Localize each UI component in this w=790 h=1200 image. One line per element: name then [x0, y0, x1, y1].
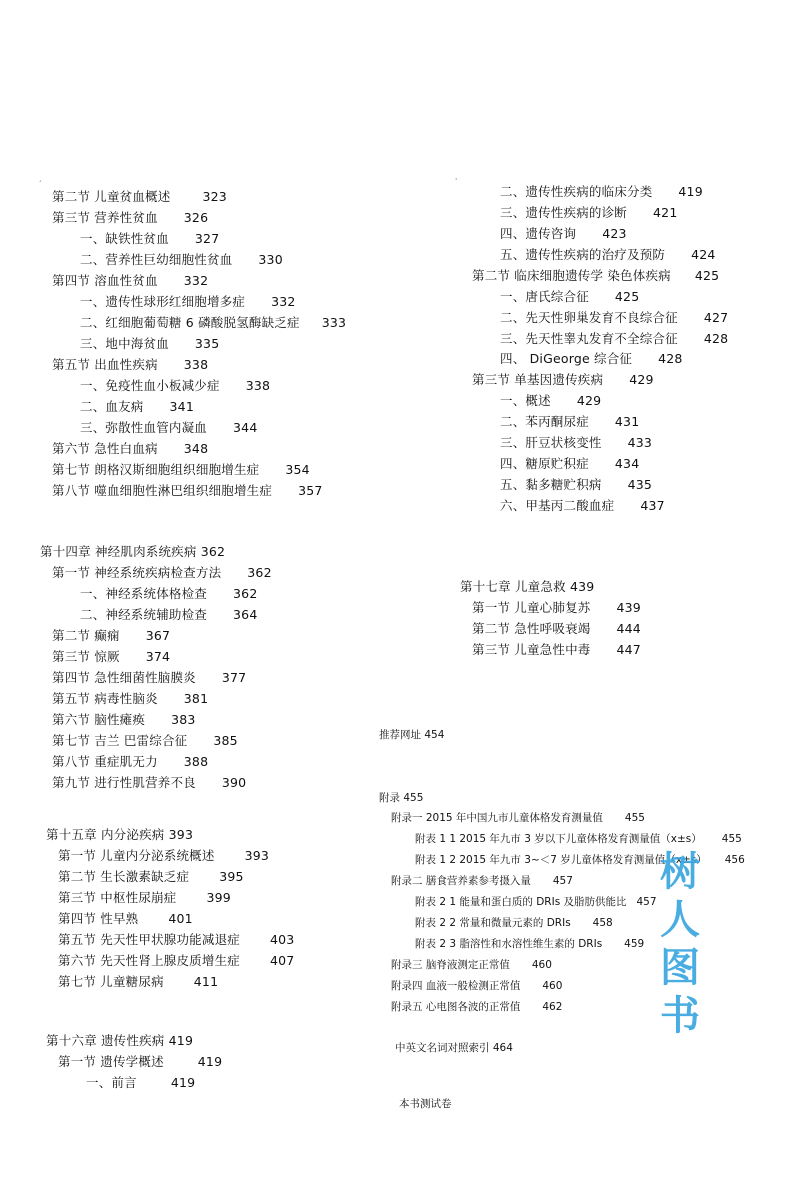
toc-entry: 二、遗传性疾病的临床分类 419	[500, 184, 703, 199]
toc-entry: 第六节 急性白血病 348	[52, 441, 209, 456]
toc-chapter: 本书测试卷	[399, 1098, 452, 1110]
toc-entry: 二、红细胞葡萄糖 6 磷酸脱氢酶缺乏症 333	[80, 315, 347, 330]
watermark-char: 树	[660, 849, 700, 895]
toc-entry: 第七节 朗格汉斯细胞组织细胞增生症 354	[52, 462, 310, 477]
toc-entry: 第五节 出血性疾病 338	[52, 357, 209, 372]
toc-entry: 第三节 营养性贫血 326	[52, 210, 209, 225]
toc-entry: 第六节 先天性肾上腺皮质增生症 407	[58, 953, 295, 968]
toc-entry: 第五节 先天性甲状腺功能减退症 403	[58, 932, 295, 947]
toc-entry: 二、营养性巨幼细胞性贫血 330	[80, 252, 283, 267]
toc-entry: 一、免疫性血小板减少症 338	[80, 378, 271, 393]
toc-entry: 四、糖原贮积症 434	[500, 456, 640, 471]
toc-entry: 三、弥散性血管内凝血 344	[80, 420, 258, 435]
watermark-char: 人	[660, 897, 700, 943]
toc-entry: 附表 1 2 2015 年九市 3~＜7 岁儿童体格发育测量值（x±s） 456	[415, 854, 745, 866]
toc-entry: 第八节 噬血细胞性淋巴组织细胞增生症 357	[52, 483, 323, 498]
toc-entry: 附表 2 2 常量和微量元素的 DRIs 458	[415, 917, 613, 929]
toc-entry: 二、血友病 341	[80, 399, 194, 414]
toc-entry: 第四节 急性细菌性脑膜炎 377	[52, 670, 247, 685]
toc-entry: 一、遗传性球形红细胞增多症 332	[80, 294, 296, 309]
toc-entry: 三、地中海贫血 335	[80, 336, 220, 351]
toc-entry: 四、遗传咨询 423	[500, 226, 627, 241]
scan-mark: ˊ	[38, 180, 42, 189]
toc-entry: 二、苯丙酮尿症 431	[500, 414, 640, 429]
watermark-char: 图	[660, 945, 700, 991]
watermark	[658, 848, 702, 1040]
toc-entry: 第七节 儿童糖尿病 411	[58, 974, 219, 989]
toc-chapter: 中英文名词对照索引 464	[395, 1042, 513, 1054]
toc-entry: 第五节 病毒性脑炎 381	[52, 691, 209, 706]
toc-entry: 第二节 癫痫 367	[52, 628, 171, 643]
toc-entry: 附录二 膳食营养素参考摄入量 457	[391, 875, 573, 887]
toc-entry: 第三节 单基因遗传疾病 429	[472, 372, 654, 387]
toc-entry: 第二节 急性呼吸衰竭 444	[472, 621, 641, 636]
toc-entry: 五、黏多糖贮积病 435	[500, 477, 653, 492]
toc-chapter: 第十七章 儿童急救 439	[460, 579, 595, 594]
toc-entry: 第四节 性早熟 401	[58, 911, 193, 926]
toc-entry: 一、缺铁性贫血 327	[80, 231, 220, 246]
toc-entry: 第二节 临床细胞遗传学 染色体疾病 425	[472, 268, 720, 283]
toc-entry: 二、先天性卵巢发育不良综合征 427	[500, 310, 729, 325]
toc-entry: 第八节 重症肌无力 388	[52, 754, 209, 769]
toc-entry: 一、概述 429	[500, 393, 602, 408]
toc-chapter: 推荐网址 454	[379, 729, 445, 741]
toc-entry: 三、遗传性疾病的诊断 421	[500, 205, 678, 220]
toc-chapter: 第十五章 内分泌疾病 393	[46, 827, 194, 842]
toc-entry: 一、前言 419	[86, 1075, 196, 1090]
toc-chapter: 第十四章 神经肌肉系统疾病 362	[40, 544, 226, 559]
toc-chapter: 附录 455	[379, 792, 424, 804]
toc-entry: 附表 1 1 2015 年九市 3 岁以下儿童体格发育测量值（x±s） 455	[415, 833, 742, 845]
toc-entry: 附录三 脑脊液测定正常值 460	[391, 959, 552, 971]
toc-chapter: 第十六章 遗传性疾病 419	[46, 1033, 194, 1048]
toc-entry: 第九节 进行性肌营养不良 390	[52, 775, 247, 790]
toc-entry: 一、神经系统体格检查 362	[80, 586, 258, 601]
toc-entry: 第三节 儿童急性中毒 447	[472, 642, 641, 657]
scan-mark: ˌ	[455, 172, 458, 181]
toc-entry: 第一节 儿童内分泌系统概述 393	[58, 848, 270, 863]
toc-entry: 第三节 惊厥 374	[52, 649, 171, 664]
toc-entry: 第一节 神经系统疾病检查方法 362	[52, 565, 272, 580]
toc-entry: 五、遗传性疾病的治疗及预防 424	[500, 247, 716, 262]
toc-entry: 六、甲基丙二酸血症 437	[500, 498, 665, 513]
toc-entry: 第二节 儿童贫血概述 323	[52, 189, 227, 204]
toc-entry: 附录四 血液一般检测正常值 460	[391, 980, 563, 992]
toc-entry: 附录五 心电图各波的正常值 462	[391, 1001, 563, 1013]
toc-entry: 一、唐氏综合征 425	[500, 289, 640, 304]
toc-entry: 三、先天性睾丸发育不全综合征 428	[500, 331, 729, 346]
toc-entry: 三、肝豆状核变性 433	[500, 435, 653, 450]
toc-entry: 第三节 中枢性尿崩症 399	[58, 890, 231, 905]
watermark-char: 书	[660, 993, 700, 1039]
toc-entry: 第四节 溶血性贫血 332	[52, 273, 209, 288]
toc-entry: 第六节 脑性瘫痪 383	[52, 712, 196, 727]
toc-entry: 四、 DiGeorge 综合征 428	[500, 351, 683, 366]
toc-entry: 第二节 生长激素缺乏症 395	[58, 869, 244, 884]
toc-entry: 二、神经系统辅助检查 364	[80, 607, 258, 622]
toc-entry: 附表 2 3 脂溶性和水溶性维生素的 DRIs 459	[415, 938, 645, 950]
toc-entry: 第七节 吉兰 巴雷综合征 385	[52, 733, 238, 748]
toc-entry: 第一节 遗传学概述 419	[58, 1054, 223, 1069]
toc-entry: 附录一 2015 年中国九市儿童体格发育测量值 455	[391, 812, 645, 824]
toc-entry: 附表 2 1 能量和蛋白质的 DRIs 及脂肪供能比 457	[415, 896, 657, 908]
toc-entry: 第一节 儿童心肺复苏 439	[472, 600, 641, 615]
